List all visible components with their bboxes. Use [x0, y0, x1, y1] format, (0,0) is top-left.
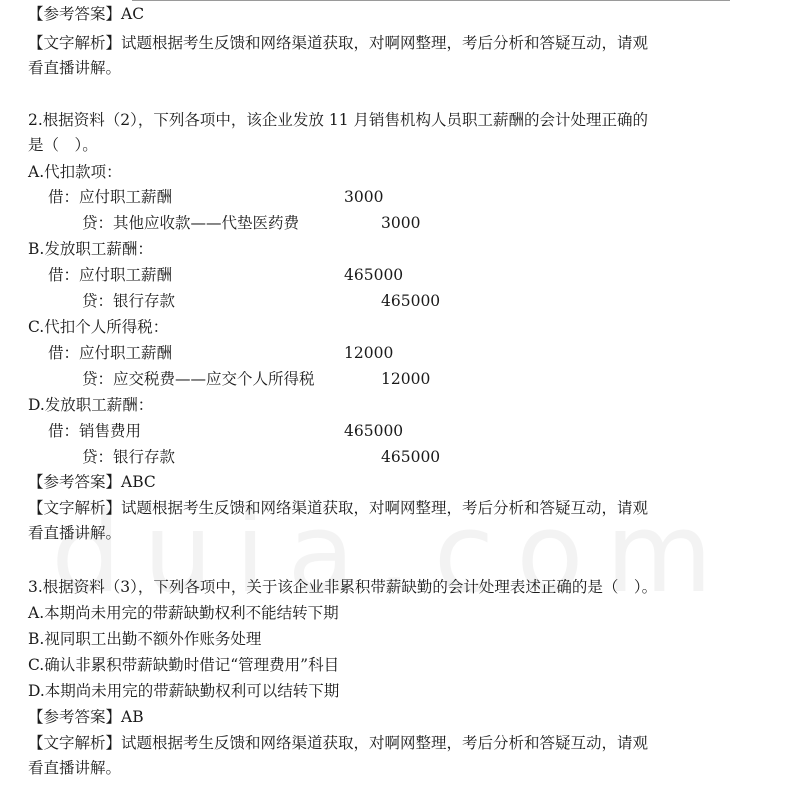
q2-option-a-title: A.代扣款项： — [28, 163, 122, 181]
q2-option-b-credit-amount: 465000 — [381, 292, 441, 310]
q2-option-b-debit-amount: 465000 — [344, 266, 404, 284]
q2-option-a-credit: 贷：其他应收款——代垫医药费 — [82, 214, 300, 232]
q2-option-b-credit: 贷：银行存款 — [82, 292, 176, 310]
q2-option-b-title: B.发放职工薪酬： — [28, 240, 153, 258]
q3-option-c: C.确认非累积带薪缺勤时借记“管理费用”科目 — [28, 656, 340, 674]
q2-stem-line2: 是（ ）。 — [28, 136, 98, 154]
q2-analysis-line2: 看直播讲解。 — [28, 524, 122, 542]
q2-option-d-debit-amount: 465000 — [344, 422, 404, 440]
q2-option-a-credit-amount: 3000 — [381, 214, 421, 232]
q1-answer: 【参考答案】AC — [28, 5, 145, 23]
q3-stem: 3.根据资料（3），下列各项中，关于该企业非累积带薪缺勤的会计处理表述正确的是（ ）。 — [28, 578, 658, 596]
q1-analysis-line2: 看直播讲解。 — [28, 59, 122, 77]
q2-option-b-debit: 借：应付职工薪酬 — [48, 266, 173, 284]
q2-option-c-debit: 借：应付职工薪酬 — [48, 344, 173, 362]
q2-option-c-title: C.代扣个人所得税： — [28, 318, 169, 336]
q2-option-a-debit: 借：应付职工薪酬 — [48, 188, 173, 206]
q2-option-d-credit-amount: 465000 — [381, 448, 441, 466]
q2-analysis-line1: 【文字解析】试题根据考生反馈和网络渠道获取，对啊网整理，考后分析和答疑互动，请观 — [28, 499, 649, 517]
q2-answer: 【参考答案】ABC — [28, 473, 156, 491]
q2-option-d-debit: 借：销售费用 — [48, 422, 142, 440]
q2-stem-line1: 2.根据资料（2），下列各项中，该企业发放 11 月销售机构人员职工薪酬的会计处理正确的 — [28, 111, 648, 129]
q2-option-c-debit-amount: 12000 — [344, 344, 394, 362]
q2-option-c-credit: 贷：应交税费——应交个人所得税 — [82, 370, 315, 388]
q2-option-c-credit-amount: 12000 — [381, 370, 431, 388]
top-rule — [132, 0, 730, 1]
q3-analysis-line2: 看直播讲解。 — [28, 759, 122, 777]
q3-option-b: B.视同职工出勤不额外作账务处理 — [28, 630, 262, 648]
q3-option-d: D.本期尚未用完的带薪缺勤权利可以结转下期 — [28, 682, 340, 700]
q3-analysis-line1: 【文字解析】试题根据考生反馈和网络渠道获取，对啊网整理，考后分析和答疑互动，请观 — [28, 734, 649, 752]
q2-option-d-credit: 贷：银行存款 — [82, 448, 176, 466]
q3-option-a: A.本期尚未用完的带薪缺勤权利不能结转下期 — [28, 604, 339, 622]
q2-option-a-debit-amount: 3000 — [344, 188, 384, 206]
q2-option-d-title: D.发放职工薪酬： — [28, 396, 154, 414]
q3-answer: 【参考答案】AB — [28, 708, 144, 726]
q1-analysis-line1: 【文字解析】试题根据考生反馈和网络渠道获取，对啊网整理，考后分析和答疑互动，请观 — [28, 34, 649, 52]
